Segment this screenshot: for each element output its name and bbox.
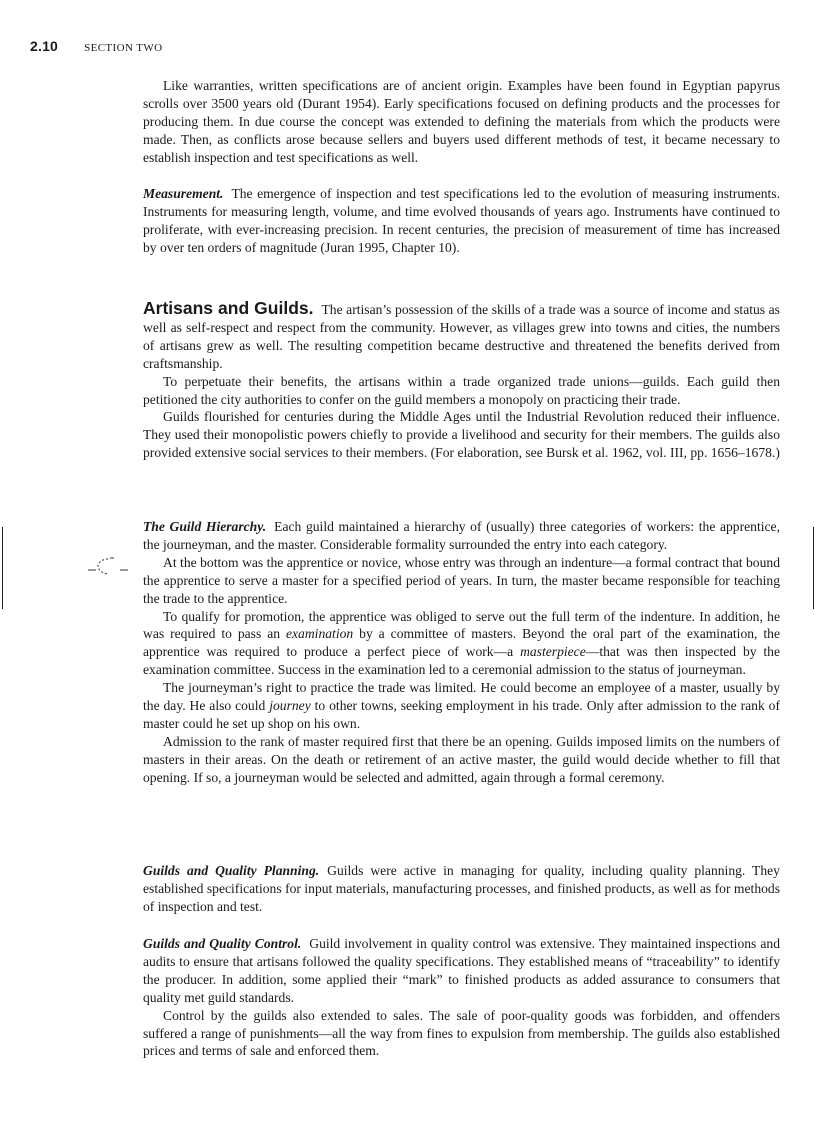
change-bar-left — [2, 527, 3, 609]
paragraph-quality-planning — [143, 862, 780, 916]
paragraph-hierarchy-3 — [143, 608, 780, 680]
planning-block — [143, 862, 780, 916]
heading-artisans-and-guilds: Artisans and Guilds. — [143, 298, 314, 318]
control-block — [143, 935, 780, 1060]
hierarchy-4-text-a: The journeyman’s right to practice the trade was limited. He could become an employee of a master, usually by the day. He also could — [143, 680, 780, 714]
artisans-text: The artisan’s possession of the skills of a trade was a source of income and status as well as self-respect and respect from the community. However, as villages grew into towns and cities, the numbers of artisans grew as well. The resulting competition became destructive and threatened the benefits derived from craftsmanship. — [143, 302, 780, 371]
hierarchy-3-text-c: —that was then inspected by the examination committee. Success in the examination led to a ceremonial admission to the status of journeyman. — [143, 644, 780, 678]
running-header — [30, 38, 163, 54]
hierarchy-block — [143, 518, 780, 787]
paragraph-hierarchy-2: At the bottom was the apprentice or novice, whose entry was through an indenture—a formal contract that bound the apprentice to serve a master for a specified period of years. In turn, the master became responsible for teaching the trade to the apprentice. — [143, 554, 780, 606]
paragraph-hierarchy — [143, 518, 780, 554]
control-text: Guild involvement in quality control was extensive. They maintained inspections and audits to ensure that artisans followed the quality specifications. They established means of “traceability” to identify the producer. In addition, some applied their “mark” to finished products as added assurance to consumers that quality met guild standards. — [143, 936, 780, 1005]
page-number: 2.10 — [30, 38, 59, 54]
emphasis-examination: examination — [285, 626, 354, 642]
heading-quality-planning: Guilds and Quality Planning. — [143, 863, 320, 878]
section-label: SECTION TWO — [84, 42, 163, 54]
paragraph-specifications: Like warranties, written specifications are of ancient origin. Examples have been found in Egyptian papyrus scrolls over 3500 years old (Durant 1954). Early specifications focused on defining products and the processes for producing them. In due course the concept was extended to defining the materials from which the products were made. Then, as conflicts arose because sellers and buyers used different methods of test, it became necessary to establish inspection and test specifications as well. — [143, 78, 780, 165]
emphasis-journey: journey — [269, 698, 311, 714]
paragraph-artisans-2: To perpetuate their benefits, the artisans within a trade organized trade unions—guilds. Each guild then petitioned the city authorities to confer on the guild members a monopoly on practicing their trade. — [143, 373, 780, 407]
hierarchy-4-text-b: to other towns, seeking employment in his trade. Only after admission to the rank of master could he set up shop on his own. — [143, 698, 780, 731]
heading-guild-hierarchy: The Guild Hierarchy. — [143, 519, 267, 534]
paragraph-artisans-3: Guilds flourished for centuries during the Middle Ages until the Industrial Revolution reduced their influence. They used their monopolistic powers chiefly to provide a livelihood and security for their members. The guilds also provided extensive social services to their members. (For elaboration, see Bursk et al. 1962, vol. III, pp. 1656–1678.) — [143, 409, 780, 461]
paragraph-measurement — [143, 185, 780, 257]
change-bar-right — [813, 527, 814, 609]
heading-quality-control: Guilds and Quality Control. — [143, 936, 302, 951]
paragraph-quality-control — [143, 935, 780, 1007]
paragraph-hierarchy-4 — [143, 679, 780, 733]
artisans-block — [143, 300, 780, 462]
paragraph-quality-control-2: Control by the guilds also extended to sales. The sale of poor-quality goods was forbidden, and offenders suffered a range of punishments—all the way from fines to expulsion from membership. The guilds also established prices and terms of sale and enforced them. — [143, 1007, 780, 1059]
planning-text: Guilds were active in managing for quality, including quality planning. They established specifications for input materials, manufacturing processes, and finished products, as well as for methods of inspection and test. — [143, 863, 780, 914]
hierarchy-3-text-a: To qualify for promotion, the apprentice was obliged to serve out the full term of the indenture. In addition, he was required to pass an — [143, 608, 780, 642]
emphasis-masterpiece: masterpiece — [520, 644, 586, 660]
paragraph-artisans — [143, 300, 780, 373]
intro-block — [143, 77, 780, 167]
hierarchy-3-text-b: by a committee of masters. Beyond the oral part of the examination, the apprentice was required to produce a perfect piece of work—a — [143, 626, 781, 660]
measurement-text: The emergence of inspection and test specifications led to the evolution of measuring instruments. Instruments for measuring length, volume, and time evolved thousands of years ago. Instruments have continued to proliferate, with ever-increasing precision. In recent centuries, the precision of measurement of time has increased by over ten orders of magnitude (Juran 1995, Chapter 10). — [143, 186, 780, 255]
revision-mark-icon — [86, 553, 132, 579]
measurement-block — [143, 185, 780, 257]
hierarchy-text: Each guild maintained a hierarchy of (usually) three categories of workers: the apprentice, the journeyman, and the master. Considerable formality surrounded the entry into each category. — [143, 519, 780, 552]
heading-measurement: Measurement. — [143, 186, 224, 201]
paragraph-hierarchy-5: Admission to the rank of master required first that there be an opening. Guilds imposed limits on the numbers of masters in their areas. On the death or retirement of an active master, the guild would decide whether to fill that opening. If so, a journeyman would be selected and admitted, again through a formal ceremony. — [143, 733, 780, 785]
